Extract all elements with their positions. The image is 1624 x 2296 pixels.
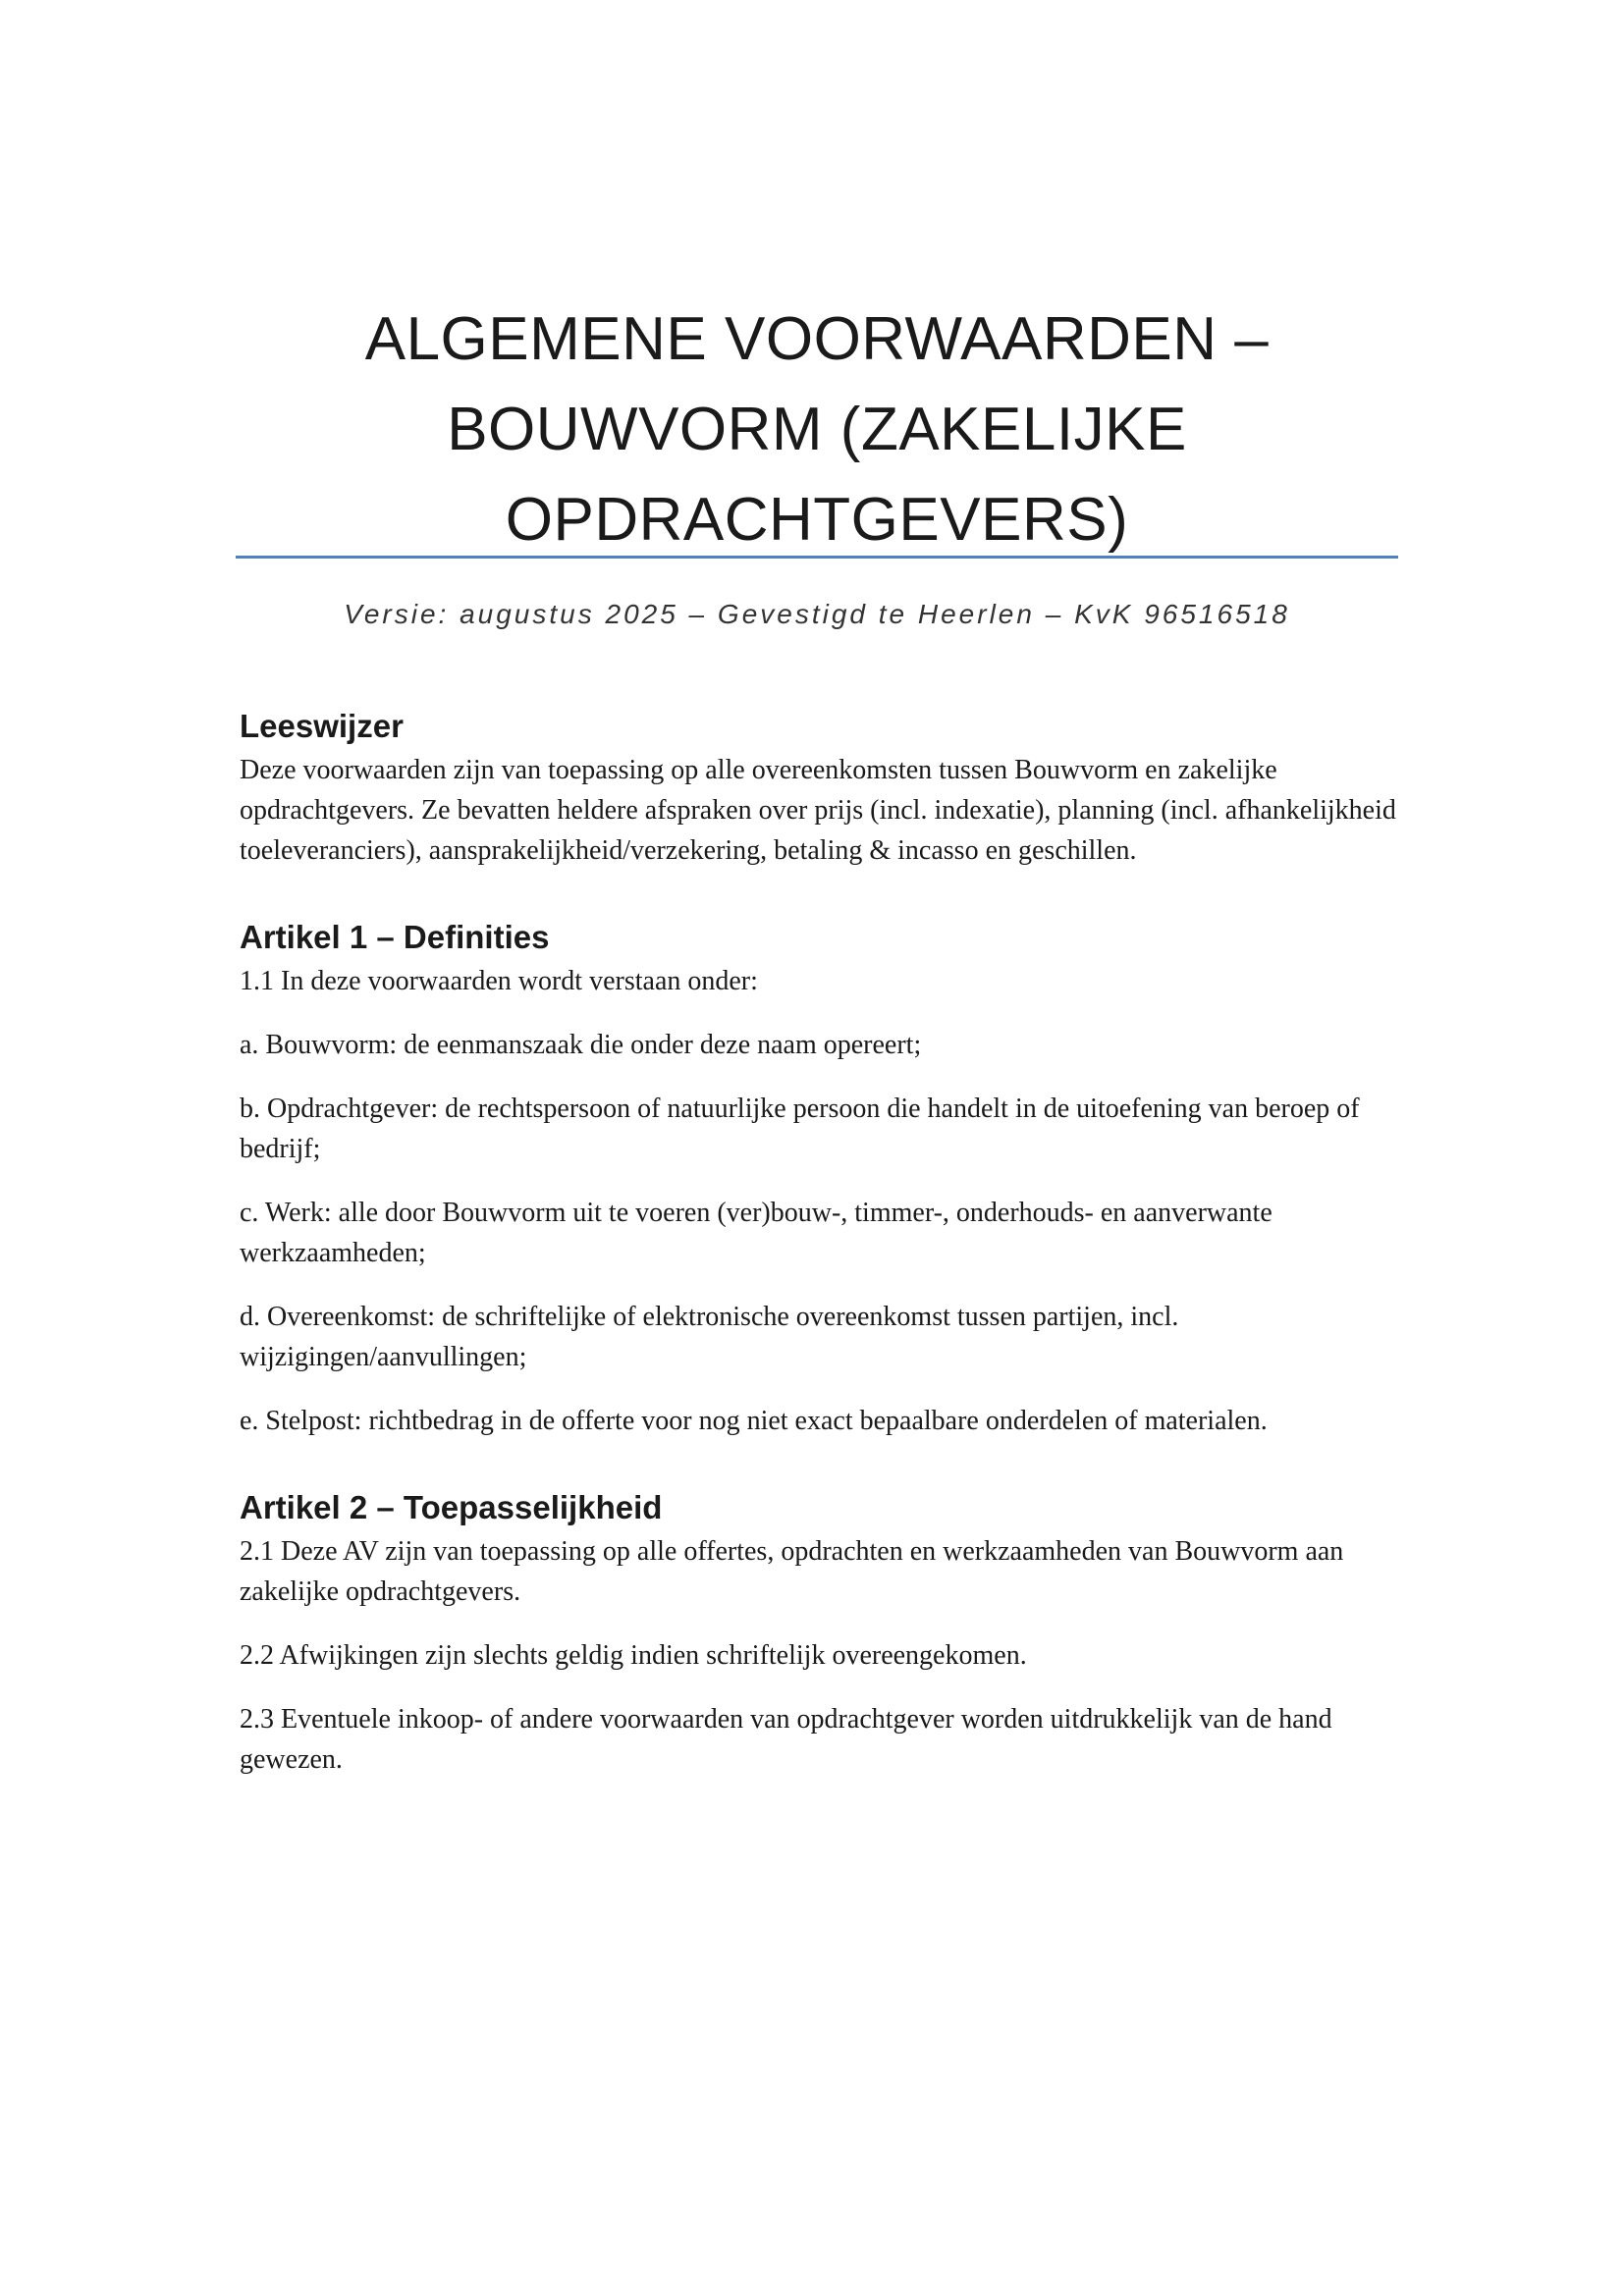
paragraph: 1.1 In deze voorwaarden wordt verstaan onder: (240, 966, 758, 996)
section-heading: Artikel 2 – Toepasselijkheid (240, 1489, 663, 1525)
paragraph: 2.2 Afwijkingen zijn slechts geldig indien schriftelijk overeengekomen. (240, 1640, 1027, 1671)
document-body (240, 707, 1398, 1803)
title-line-2: BOUWVORM (ZAKELIJKE (447, 396, 1187, 463)
paragraph: d. Overeenkomst: de schriftelijke of elektronische overeenkomst tussen partijen, incl. wijzigingen/aanvullingen; (240, 1302, 1179, 1372)
paragraph: Deze voorwaarden zijn van toepassing op alle overeenkomsten tussen Bouwvorm en zakelijke opdrachtgevers. Ze bevatten heldere afspraken over prijs (incl. indexatie), planning (incl. afhankelijkheid toeleveranciers), aansprakelijkheid/verzekering, betaling & incasso en geschillen. (240, 755, 1396, 866)
document-title (236, 294, 1398, 565)
section-artikel-1 (240, 918, 1398, 1441)
section-artikel-2 (240, 1488, 1398, 1780)
title-line-1: ALGEMENE VOORWAARDEN – (364, 305, 1270, 373)
paragraph: 2.3 Eventuele inkoop- of andere voorwaarden van opdrachtgever worden uitdrukkelijk van de hand gewezen. (240, 1704, 1332, 1775)
paragraph: 2.1 Deze AV zijn van toepassing op alle offertes, opdrachten en werkzaamheden van Bouwvorm aan zakelijke opdrachtgevers. (240, 1536, 1344, 1607)
paragraph: b. Opdrachtgever: de rechtspersoon of natuurlijke persoon die handelt in de uitoefening van beroep of bedrijf; (240, 1094, 1360, 1164)
document-subtitle: Versie: augustus 2025 – Gevestigd te Heerlen – KvK 96516518 (344, 599, 1290, 629)
title-divider (236, 556, 1398, 559)
paragraph: c. Werk: alle door Bouwvorm uit te voeren (ver)bouw-, timmer-, onderhouds- en aanverwante werkzaamheden; (240, 1198, 1272, 1268)
paragraph: e. Stelpost: richtbedrag in de offerte voor nog niet exact bepaalbare onderdelen of materialen. (240, 1406, 1268, 1436)
paragraph: a. Bouwvorm: de eenmanszaak die onder deze naam opereert; (240, 1030, 922, 1060)
section-heading: Artikel 1 – Definities (240, 919, 550, 955)
section-leeswijzer (240, 707, 1398, 871)
title-line-3: OPDRACHTGEVERS) (505, 486, 1129, 554)
section-heading: Leeswijzer (240, 708, 404, 744)
